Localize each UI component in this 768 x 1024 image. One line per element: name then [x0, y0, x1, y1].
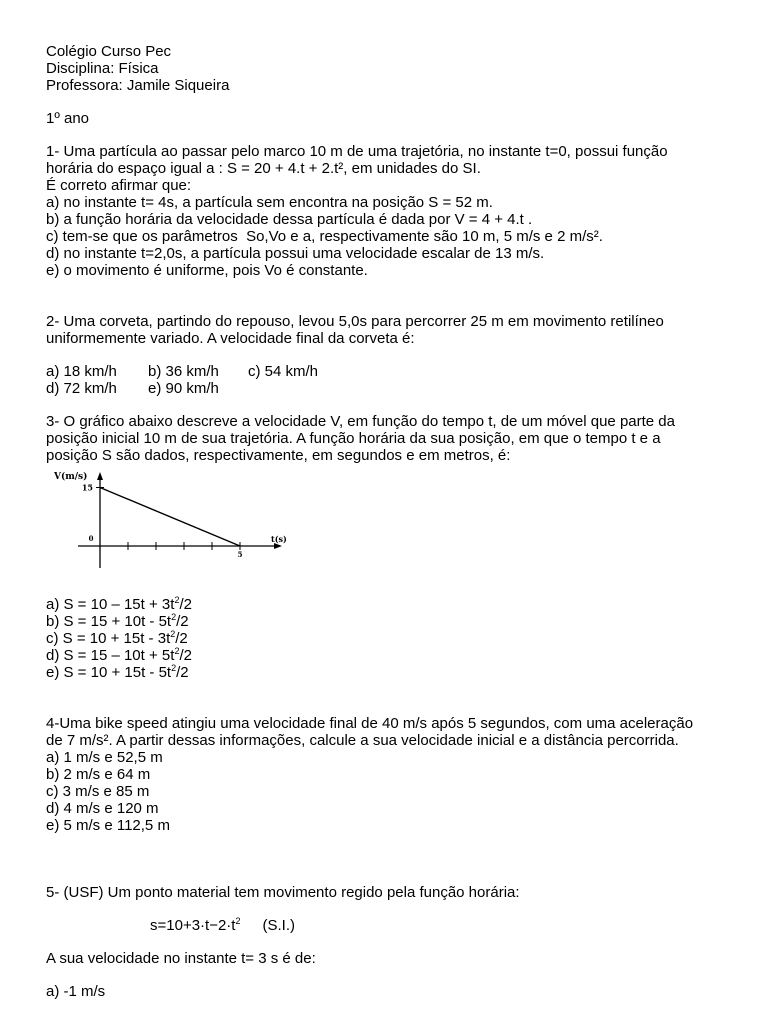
school-name: Colégio Curso Pec	[46, 43, 172, 60]
question-1-stem-line: horária do espaço igual a : S = 20 + 4.t + 2.t², em unidades do SI.	[46, 160, 481, 177]
worksheet	[46, 43, 736, 1000]
question-3-stem-line: 3- O gráfico abaixo descreve a velocidade V, em função do tempo t, de um móvel que parte da	[46, 413, 675, 430]
question-3-option-a: a) $S = 10 - 15t + 3t^2/2$	[46, 595, 192, 613]
question-4-option-e: e) 5 m/s e 112,5 m	[46, 817, 170, 834]
question-2-option-e: e) 90 km/h	[148, 380, 219, 397]
question-2-option-a: a) 18 km/h	[46, 363, 117, 380]
question-2-option-b: b) 36 km/h	[148, 363, 219, 380]
question-3-stem-line: posição inicial 10 m de sua trajetória. A função horária da sua posição, em que o tempo t e a	[46, 430, 661, 447]
question-2-stem-line: 2- Uma corveta, partindo do repouso, levou 5,0s para percorrer 25 m em movimento retilíneo	[46, 313, 664, 330]
x-axis-label: t(s)	[271, 534, 287, 544]
question-3-option-c: c) $S = 10 + 15t - 3t^2/2$	[46, 629, 188, 647]
question-3-option-b: b) $S = 15 + 10t - 5t^2/2$	[46, 612, 189, 630]
question-4-stem-line: de 7 m/s². A partir dessas informações, calcule a sua velocidade inicial e a distância percorrida.	[46, 732, 679, 749]
question-1-stem-line: 1- Uma partícula ao passar pelo marco 10 m de uma trajetória, no instante t=0, possui função	[46, 143, 668, 160]
question-4-option-a: a) 1 m/s e 52,5 m	[46, 749, 163, 766]
y-axis-arrow	[97, 472, 103, 480]
question-2-options-row	[46, 363, 736, 380]
question-5-formula: $s=10+3\cdot t-2\cdot t^2$ (S.I.)	[150, 916, 295, 934]
discipline: Disciplina: Física	[46, 60, 159, 77]
question-2-option-c: c) 54 km/h	[248, 363, 319, 380]
question-4	[46, 715, 736, 834]
question-5-stem: 5- (USF) Um ponto material tem movimento regido pela função horária:	[46, 884, 520, 901]
question-1-stem-line: É correto afirmar que:	[46, 177, 192, 194]
question-1-option-a: a) no instante t= 4s, a partícula sem encontra na posição S = 52 m.	[46, 194, 493, 211]
question-3	[46, 413, 736, 681]
question-2-options-row	[46, 380, 736, 397]
question-3-option-e: e) $S = 10 + 15t - 5t^2/2$	[46, 663, 189, 681]
question-5-option-a: a) -1 m/s	[46, 983, 106, 1000]
y-axis-label: V(m/s)	[54, 472, 88, 482]
velocity-time-chart	[50, 469, 310, 584]
question-1-option-c: c) tem-se que os parâmetros So,Vo e a, respectivamente são 10 m, 5 m/s e 2 m/s².	[46, 228, 603, 245]
question-5-question: A sua velocidade no instante t= 3 s é de:	[46, 950, 316, 967]
question-4-option-c: c) 3 m/s e 85 m	[46, 783, 150, 800]
question-4-option-d: d) 4 m/s e 120 m	[46, 800, 159, 817]
x-tick-label: 5	[237, 550, 243, 559]
question-4-stem-line: 4-Uma bike speed atingiu uma velocidade final de 40 m/s após 5 segundos, com uma aceleração	[46, 715, 694, 732]
question-3-option-d: d) $S = 15 - 10t + 5t^2/2$	[46, 646, 192, 664]
origin-label: 0	[88, 534, 94, 543]
question-1-option-b: b) a função horária da velocidade dessa partícula é dada por V = 4 + 4.t .	[46, 211, 533, 228]
question-3-stem-line: posição S são dados, respectivamente, em segundos e em metros, é:	[46, 447, 511, 464]
question-1	[46, 143, 736, 279]
question-1-option-e: e) o movimento é uniforme, pois Vo é constante.	[46, 262, 368, 279]
question-2	[46, 313, 736, 397]
grade: 1º ano	[46, 110, 90, 127]
question-2-option-d: d) 72 km/h	[46, 380, 117, 397]
question-2-stem-line: uniformemente variado. A velocidade final da corveta é:	[46, 330, 415, 347]
velocity-line	[100, 488, 240, 547]
question-4-option-b: b) 2 m/s e 64 m	[46, 766, 151, 783]
teacher: Professora: Jamile Siqueira	[46, 77, 230, 94]
y-tick-label: 15	[81, 482, 93, 493]
question-5	[46, 884, 736, 1000]
question-1-option-d: d) no instante t=2,0s, a partícula possui uma velocidade escalar de 13 m/s.	[46, 245, 545, 262]
